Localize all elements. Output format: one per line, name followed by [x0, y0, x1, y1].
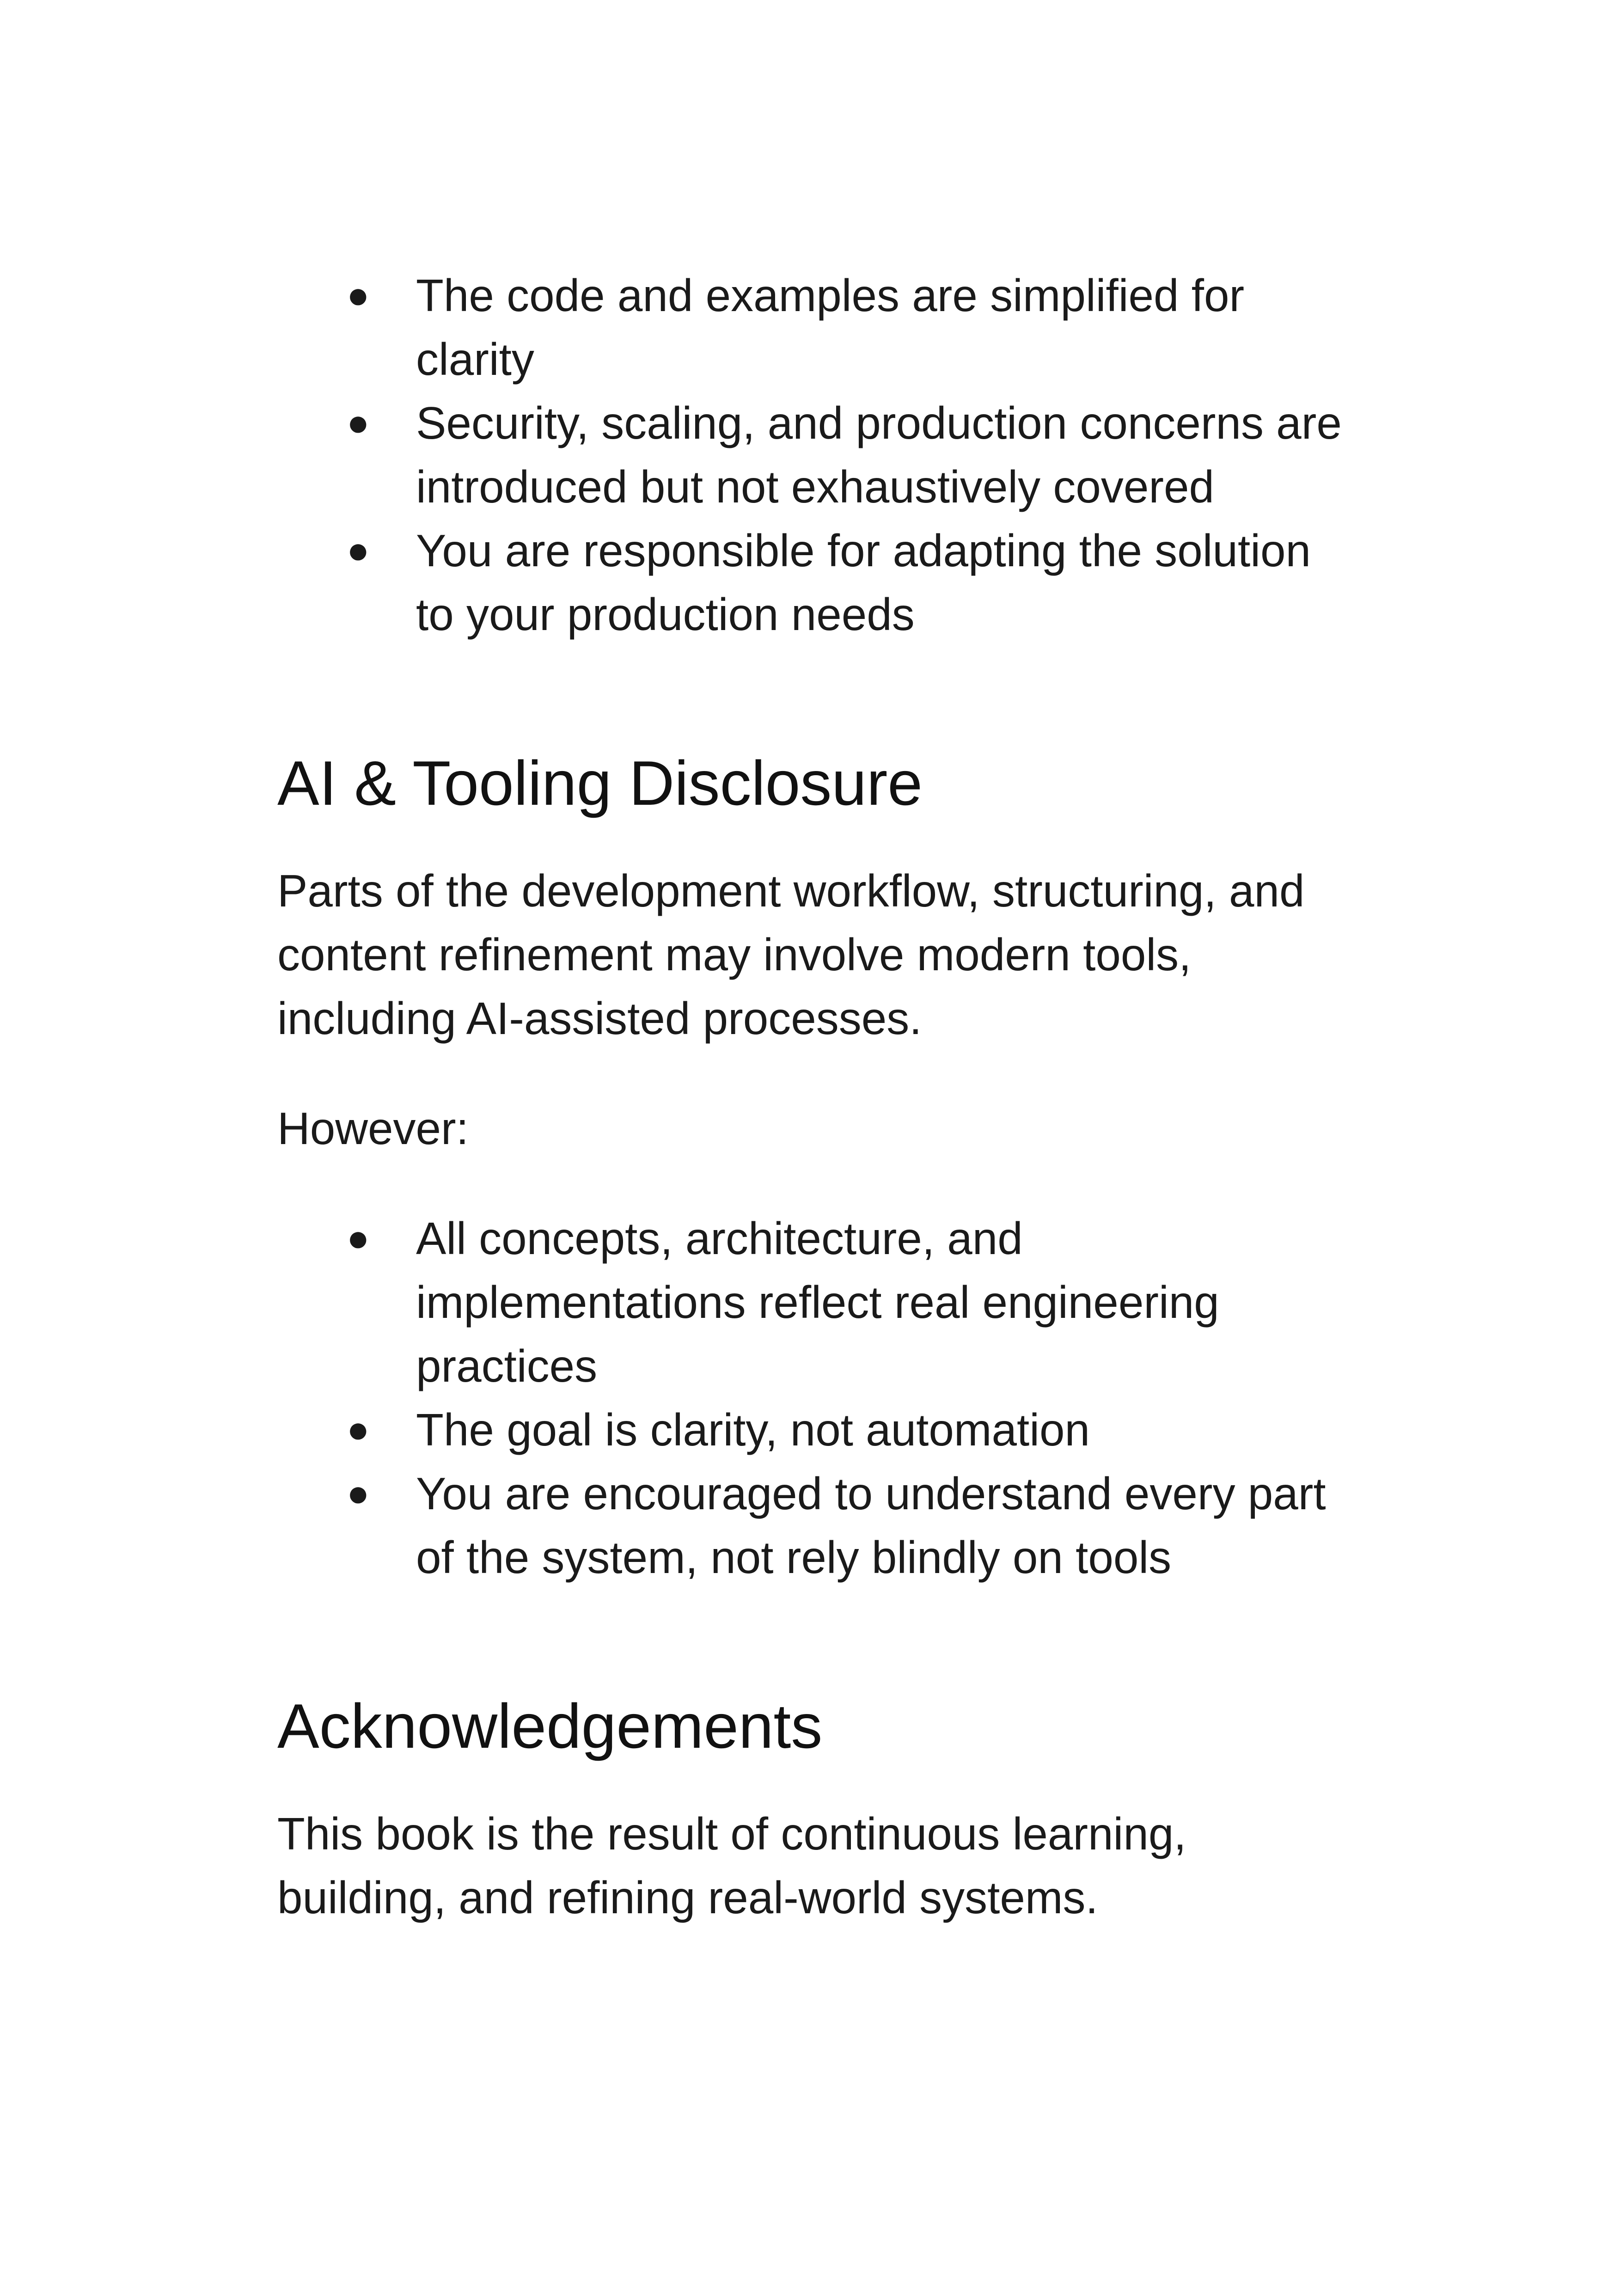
list-item-text: You are responsible for adapting the solution to your production needs [416, 525, 1311, 640]
list-item [277, 391, 1350, 519]
list-item-text: The code and examples are simplified for clarity [416, 270, 1245, 385]
bullet-icon: ● [347, 1472, 370, 1514]
list-item [277, 519, 1350, 646]
bullet-icon: ● [347, 274, 370, 316]
section-heading-ai-disclosure: AI & Tooling Disclosure [277, 748, 923, 818]
acknowledgements-paragraph: This book is the result of continuous learning, building, and refining real-world systems. [277, 1808, 1186, 1923]
bullet-icon: ● [347, 402, 370, 444]
list-item [277, 1462, 1350, 1589]
list-item [277, 1206, 1350, 1398]
list-item [277, 263, 1350, 391]
bullet-icon: ● [347, 1217, 370, 1259]
list-item [277, 1398, 1350, 1462]
list-item-text: You are encouraged to understand every part of the system, not rely blindly on tools [416, 1468, 1326, 1583]
however-paragraph: However: [277, 1103, 469, 1154]
page-content [277, 263, 1350, 1929]
bullet-icon: ● [347, 529, 370, 571]
ai-disclosure-paragraph: Parts of the development workflow, structuring, and content refinement may involve modern tools, including AI-assisted processes. [277, 865, 1305, 1044]
list-item-text: Security, scaling, and production concerns are introduced but not exhaustively covered [416, 398, 1342, 512]
intro-bullet-list [277, 263, 1350, 646]
list-item-text: The goal is clarity, not automation [416, 1404, 1090, 1455]
list-item-text: All concepts, architecture, and implementations reflect real engineering practices [416, 1213, 1219, 1391]
bullet-icon: ● [347, 1408, 370, 1451]
section-heading-acknowledgements: Acknowledgements [277, 1691, 823, 1761]
ai-bullet-list [277, 1206, 1350, 1589]
